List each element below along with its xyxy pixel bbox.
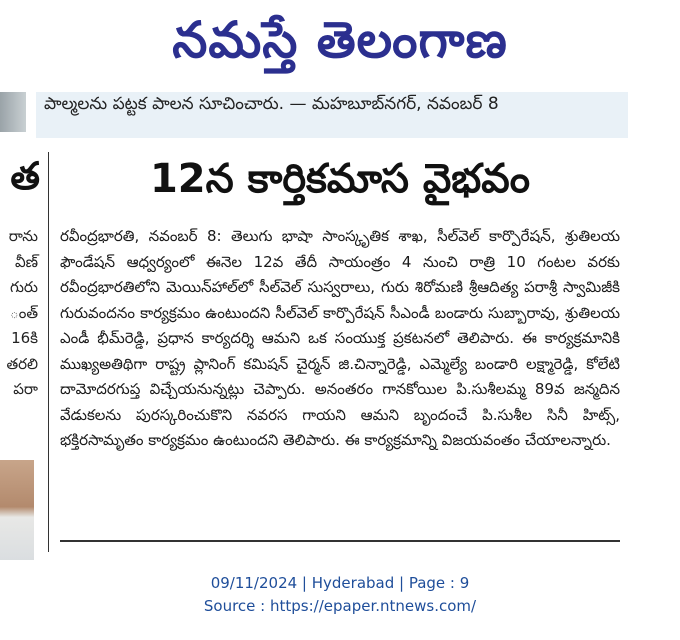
article	[60, 148, 620, 454]
left-column-line: గురు	[9, 278, 38, 296]
top-strip	[36, 92, 628, 138]
left-column-line: ంత్	[10, 303, 38, 322]
footer-source-line: Source : https://epaper.ntnews.com/	[203, 597, 477, 615]
left-column-lines	[6, 224, 38, 403]
article-headline: 12న కార్తికమాస వైభవం	[149, 156, 531, 202]
top-photo-fragment	[0, 92, 26, 132]
newspaper-clipping	[0, 92, 628, 560]
masthead-title: నమస్తే తెలంగాణ	[172, 10, 508, 69]
article-body: రవీంద్రభారతి, నవంబర్ 8: తెలుగు భాషా సాంస్కృతిక శాఖ, సీల్‌వెల్ కార్పొరేషన్, శ్రుతిలయ ఫౌండేషన్ ఆధ్వర్యంలో ఈనెల 12వ తేదీ సాయంత్రం 4 నుంచి రాత్రి 10 గంటల వరకు రవీంద్రభారతిలోని మెయిన్‌హాల్‌లో సీల్‌వెల్ సుస్వరాలు, గురు శిరోమణి శ్రీఆదిత్య పరాశ్రీ స్వామిజీకి గురువందనం కార్యక్రమం ఉంటుందని సీల్‌వెల్ కార్పొరేషన్ సీఎండీ బండారు సుబ్బారావు, శ్రుతిలయ ఎండీ భీమ్‌రెడ్డి, ప్రధాన కార్యదర్శి ఆమని ఒక సంయుక్త ప్రకటనలో తెలిపారు. ఈ కార్యక్రమానికి ముఖ్యఅతిథిగా రాష్ట్ర ప్లానింగ్ కమిషన్ చైర్మన్ జి.చిన్నారెడ్డి, ఎమ్మెల్యే బండారి లక్ష్మారెడ్డి, కోలేటి దామోదరగుప్త విచ్చేయనున్నట్లు చెప్పారు. అనంతరం గానకోయిల పి.సుశీలమ్మ 89వ జన్మదిన వేడుకలను పురస్కరించుకొని నవరస గాయని ఆమని బృందంచే పి.సుశీల సినీ హిట్స్, భక్తిరసామృతం కార్యక్రమం ఉంటుందని తెలిపారు. ఈ కార్యక్రమాన్ని విజయవంతం చేయాలన్నారు.	[60, 227, 620, 449]
left-column-line: రాను	[8, 227, 38, 245]
left-column-line: పరా	[13, 380, 38, 398]
left-column-line: వీణ్	[14, 252, 38, 271]
masthead	[0, 0, 680, 80]
column-divider	[48, 152, 49, 552]
footer	[0, 572, 680, 618]
left-column-line: తరలి	[6, 354, 38, 373]
left-column-fragment	[0, 144, 44, 560]
left-column-heading: త	[10, 154, 40, 198]
top-strip-text: పాల్మలను పట్టక పాలన సూచించారు. — మహబూబ్‌నగర్, నవంబర్ 8	[44, 94, 499, 114]
bottom-divider	[60, 540, 620, 542]
left-column-line: 16కి	[11, 329, 38, 347]
footer-date-line: 09/11/2024 | Hyderabad | Page : 9	[210, 574, 470, 592]
left-photo-fragment	[0, 460, 34, 560]
